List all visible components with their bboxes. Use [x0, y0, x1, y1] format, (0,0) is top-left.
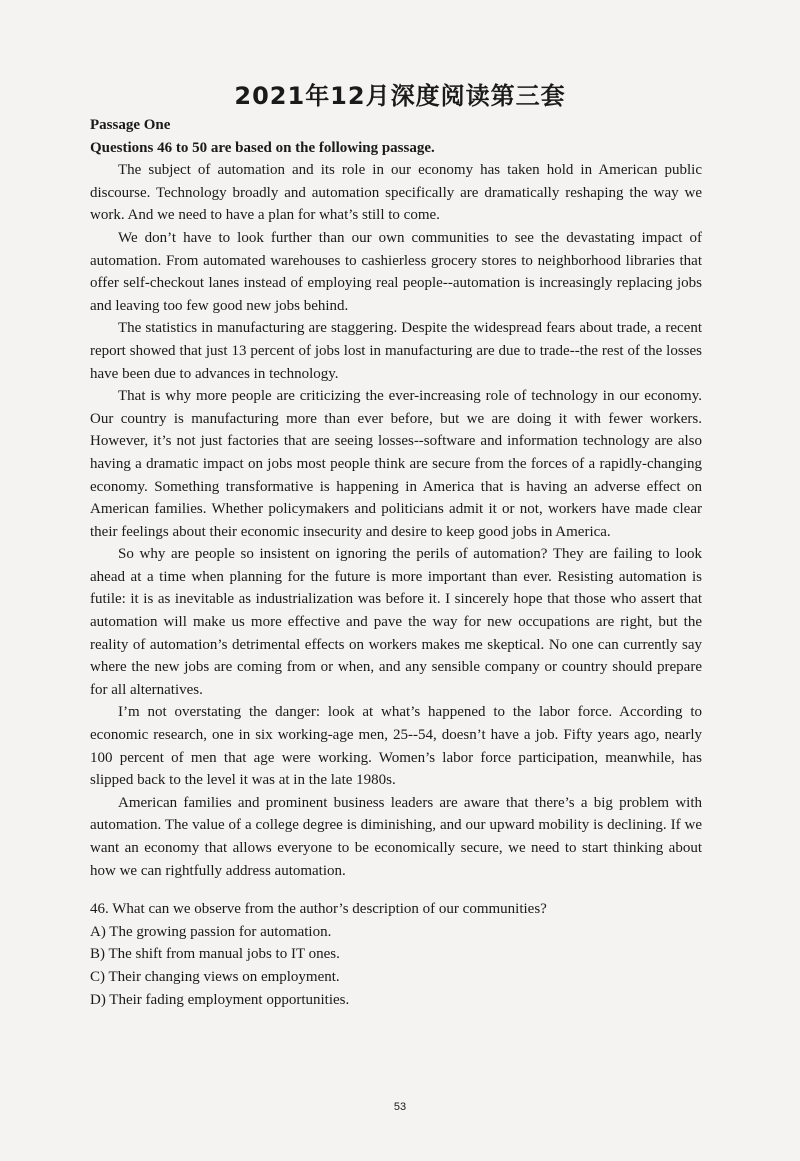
answer-option-b: B) The shift from manual jobs to IT ones. — [90, 946, 340, 963]
paragraph: I’m not overstating the danger: look at what’s happened to the labor force. According to economic research, one in six working-age men, 25--54, doesn’t have a job. Fifty years ago, nearly 100 percent of men that age were working. Women’s labor force participation, meanwhile, has slipped back to the level it was at in the late 1980s. — [90, 704, 702, 789]
question-block — [90, 898, 702, 1011]
question-stem: 46. What can we observe from the author’s description of our communities? — [90, 901, 547, 918]
answer-option-d: D) Their fading employment opportunities. — [90, 991, 350, 1008]
passage-label: Passage One — [90, 117, 171, 133]
paragraph: We don’t have to look further than our own communities to see the devastating impact of automation. From automated warehouses to cashierless grocery stores to neighborhood libraries that offer self-checkout lanes instead of employing real people--automation is increasingly replacing jobs and leaving too few good new jobs behind. — [90, 229, 702, 314]
paragraph: American families and prominent business leaders are aware that there’s a big problem with automation. The value of a college degree is diminishing, and our upward mobility is declining. If we want an economy that allows everyone to be economically secure, we need to start thinking about how we can rightfully address automation. — [90, 794, 702, 879]
paragraph: The subject of automation and its role in our economy has taken hold in American public discourse. Technology broadly and automation specifically are dramatically reshaping the way we work. And we need to have a plan for what’s still to come. — [90, 162, 702, 224]
paragraph: So why are people so insistent on ignoring the perils of automation? They are failing to look ahead at a time when planning for the future is more important than ever. Resisting automation is futile: it is as inevitable as industrialization was before it. I sincerely hope that those who assert that automation will make us more effective and pave the way for new occupations are right, but the reality of automation’s detrimental effects on workers makes me skeptical. No one can currently say where the new jobs are coming from or when, and any sensible company or country should prepare for all alternatives. — [90, 546, 702, 698]
page-title: 2021年12月深度阅读第三套 — [234, 82, 566, 110]
paragraph: That is why more people are criticizing the ever-increasing role of technology in our economy. Our country is manufacturing more than ever before, but we are doing it with fewer workers. However, it’s not just factories that are seeing losses--software and information technology are also having a dramatic impact on jobs most people think are secure from the forces of a rapidly-changing economy. Something transformative is happening in America that is having an adverse effect on American families. Whether policymakers and politicians admit it or not, workers have made clear their feelings about their economic insecurity and desire to keep good jobs in America. — [90, 388, 702, 540]
paragraph: The statistics in manufacturing are staggering. Despite the widespread fears about trade, a recent report showed that just 13 percent of jobs lost in manufacturing are due to trade--the rest of the losses have been due to advances in technology. — [90, 320, 702, 382]
passage-content — [90, 114, 702, 1011]
answer-option-c: C) Their changing views on employment. — [90, 968, 340, 985]
page-number: 53 — [393, 1101, 407, 1113]
instruction-line: Questions 46 to 50 are based on the following passage. — [90, 139, 435, 156]
answer-option-a: A) The growing passion for automation. — [90, 923, 332, 940]
